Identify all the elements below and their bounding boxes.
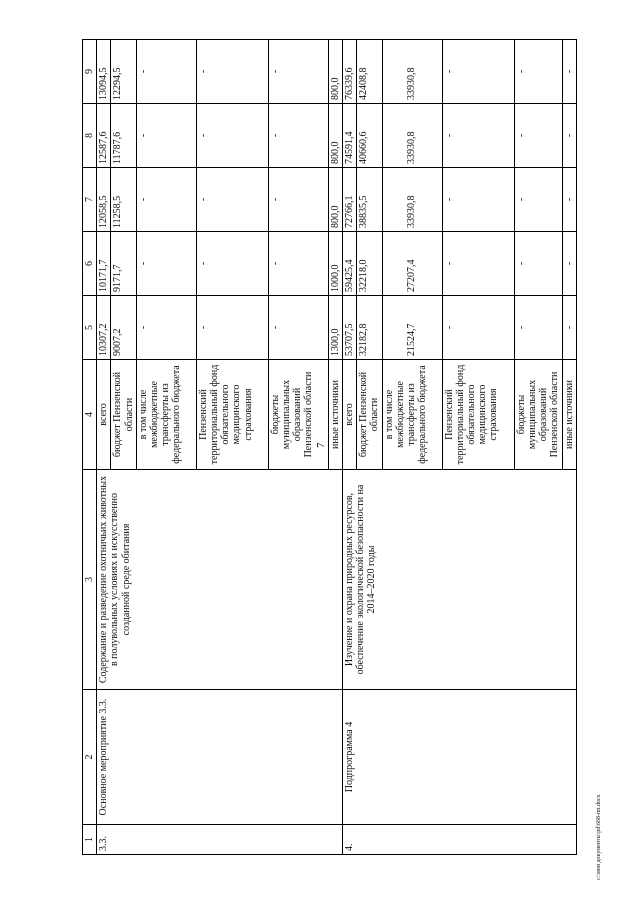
value-cell: 12294,5 (111, 40, 136, 104)
value-cell: 12058,5 (97, 168, 111, 232)
value-cell: 13094,5 (97, 40, 111, 104)
value-cell: 32218,0 (357, 232, 382, 296)
value-cell: - (196, 104, 268, 168)
funding-source: бюджет Пензенской области (357, 360, 382, 470)
value-cell: 72766,1 (342, 168, 356, 232)
value-cell: 27207,4 (382, 232, 442, 296)
col-number-7: 7 (83, 168, 97, 232)
col-number-3: 3 (83, 470, 97, 690)
value-cell: - (514, 296, 562, 360)
value-cell: 33930,8 (382, 168, 442, 232)
value-cell: - (514, 104, 562, 168)
budget-table (82, 39, 577, 855)
value-cell: - (136, 232, 196, 296)
value-cell: - (562, 168, 576, 232)
value-cell: 10171,7 (97, 232, 111, 296)
value-cell: - (196, 168, 268, 232)
funding-source: бюджеты муниципальных образований Пензенской области (268, 360, 328, 470)
value-cell: 1000,0 (328, 232, 342, 296)
value-cell: 33930,8 (382, 104, 442, 168)
value-cell: - (196, 232, 268, 296)
value-cell: - (514, 168, 562, 232)
value-cell: - (268, 168, 328, 232)
group-number: 4. (342, 825, 576, 855)
value-cell: 9007,2 (111, 296, 136, 360)
value-cell: 800,0 (328, 40, 342, 104)
value-cell: 59425,4 (342, 232, 356, 296)
value-cell: 32182,8 (357, 296, 382, 360)
value-cell: - (136, 40, 196, 104)
group-name: Основное мероприятие 3.3. (97, 690, 343, 825)
value-cell: 11258,5 (111, 168, 136, 232)
group-description: Содержание и разведение охотничьих животных в полувольных условиях и искусственно созданной среде обитания (97, 470, 343, 690)
value-cell: 1300,0 (328, 296, 342, 360)
value-cell: - (442, 40, 514, 104)
rotated-page (82, 40, 577, 855)
value-cell: - (562, 40, 576, 104)
value-cell: 42408,8 (357, 40, 382, 104)
value-cell: - (562, 232, 576, 296)
value-cell: 800,0 (328, 168, 342, 232)
group-name: Подпрограмма 4 (342, 690, 576, 825)
value-cell: - (442, 296, 514, 360)
table-row (97, 40, 111, 855)
funding-source: бюджет Пензенской области (111, 360, 136, 470)
value-cell: 11787,6 (111, 104, 136, 168)
value-cell: - (514, 232, 562, 296)
value-cell: - (136, 296, 196, 360)
value-cell: 53707,5 (342, 296, 356, 360)
value-cell: 10307,2 (97, 296, 111, 360)
document-footer-path: c:\мои документы\pd\668-пп.docx (596, 794, 602, 880)
value-cell: - (136, 104, 196, 168)
col-number-5: 5 (83, 296, 97, 360)
funding-source: Пензенский территориальный фонд обязательного медицинского страхования (442, 360, 514, 470)
value-cell: - (562, 296, 576, 360)
value-cell: - (136, 168, 196, 232)
table-row (342, 40, 356, 855)
value-cell: - (562, 104, 576, 168)
value-cell: 33930,8 (382, 40, 442, 104)
value-cell: - (268, 40, 328, 104)
funding-source: иные источники (328, 360, 342, 470)
value-cell: - (268, 104, 328, 168)
value-cell: - (514, 40, 562, 104)
col-number-4: 4 (83, 360, 97, 470)
value-cell: - (442, 232, 514, 296)
funding-source: бюджеты муниципальных образований Пензенской области (514, 360, 562, 470)
col-number-6: 6 (83, 232, 97, 296)
page-number: 7 (315, 442, 327, 448)
value-cell: 21524,7 (382, 296, 442, 360)
funding-source: Пензенский территориальный фонд обязательного медицинского страхования (196, 360, 268, 470)
value-cell: - (268, 232, 328, 296)
value-cell: 12587,6 (97, 104, 111, 168)
value-cell: - (268, 296, 328, 360)
funding-source: всего (97, 360, 111, 470)
funding-source: всего (342, 360, 356, 470)
value-cell: 38835,5 (357, 168, 382, 232)
group-number: 3.3. (97, 825, 343, 855)
value-cell: 40660,6 (357, 104, 382, 168)
funding-source: иные источники (562, 360, 576, 470)
value-cell: 9171,7 (111, 232, 136, 296)
value-cell: 76339,6 (342, 40, 356, 104)
column-number-row (83, 40, 97, 855)
col-number-8: 8 (83, 104, 97, 168)
col-number-2: 2 (83, 690, 97, 825)
funding-source: в том числе межбюджетные трансферты из федерального бюджета (136, 360, 196, 470)
value-cell: - (442, 104, 514, 168)
value-cell: 74591,4 (342, 104, 356, 168)
col-number-9: 9 (83, 40, 97, 104)
funding-source: в том числе межбюджетные трансферты из федерального бюджета (382, 360, 442, 470)
group-description: Изучение и охрана природных ресурсов, обеспечение экологической безопасности на 2014–2020 годы (342, 470, 576, 690)
col-number-1: 1 (83, 825, 97, 855)
value-cell: - (196, 40, 268, 104)
value-cell: 800,0 (328, 104, 342, 168)
value-cell: - (442, 168, 514, 232)
value-cell: - (196, 296, 268, 360)
